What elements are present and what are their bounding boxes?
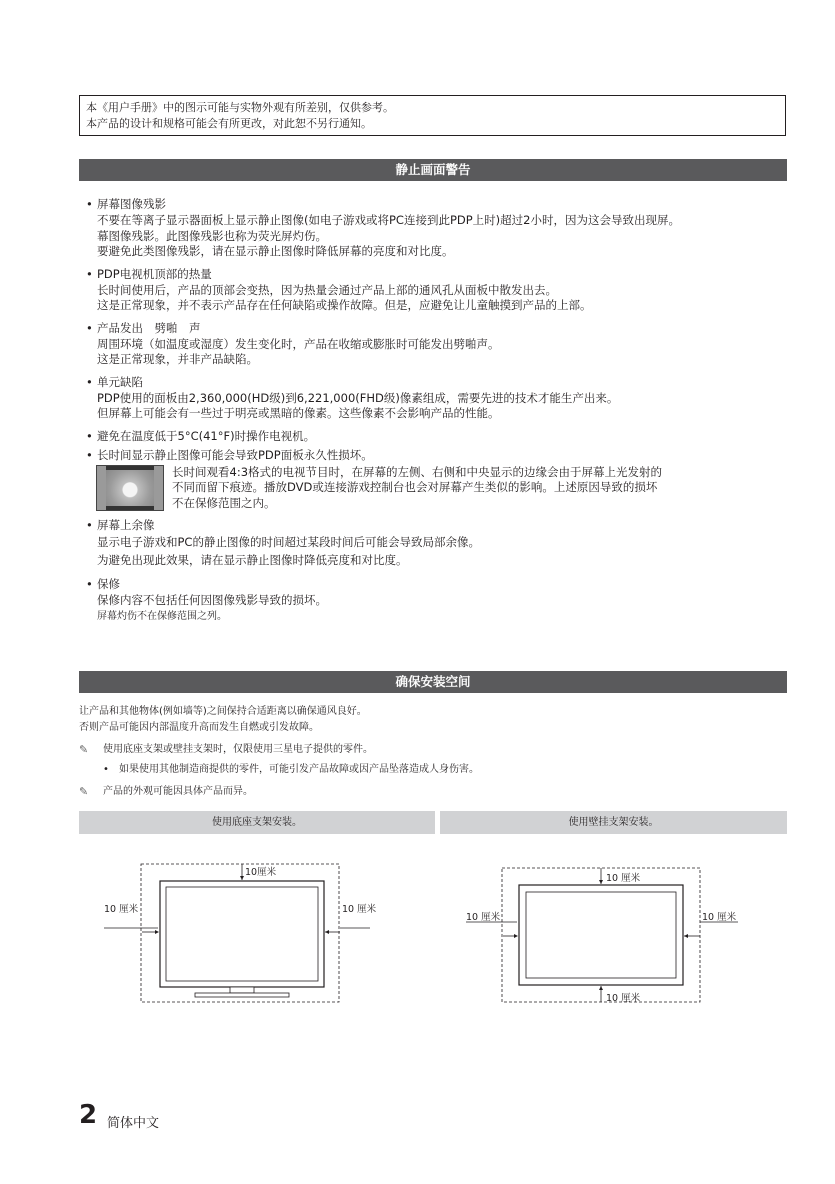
- notice-box: [79, 95, 786, 136]
- clearance-left-label: 10 厘米: [104, 904, 139, 915]
- note: [79, 742, 787, 758]
- list-item: [86, 428, 776, 445]
- still-image-warning-content: [86, 196, 776, 630]
- item-title: 屏幕上余像: [97, 518, 155, 532]
- item-title: PDP电视机顶部的热量: [97, 266, 212, 281]
- clearance-right-label: 10 厘米: [702, 912, 737, 923]
- clearance-bottom-label: 10 厘米: [606, 993, 641, 1004]
- item-line: 要避免此类图像残影，请在显示静止图像时降低屏幕的亮度和对比度。: [97, 244, 454, 258]
- sub-bullet: [79, 762, 787, 778]
- item-line: 这是正常现象，并非产品缺陷。: [97, 352, 258, 366]
- item-title: 产品发出 劈啪 声: [97, 320, 201, 335]
- bullet-dot-icon: •: [103, 764, 109, 775]
- sub-bullet-text: 如果使用其他制造商提供的零件，可能引发产品故障或因产品坠落造成人身伤害。: [119, 764, 479, 775]
- item-line: 为避免出现此效果，请在显示静止图像时降低亮度和对比度。: [97, 553, 408, 567]
- clearance-top-label: 10厘米: [245, 867, 277, 878]
- item-line: 幕图像残影。此图像残影也称为荧光屏灼伤。: [97, 228, 327, 243]
- list-item: [86, 517, 776, 570]
- pencil-note-icon: ✎: [79, 785, 89, 798]
- page-number: 2: [79, 1100, 98, 1130]
- item-line: 长时间使用后，产品的顶部会变热，因为热量会通过产品上部的通风孔从面板中散发出去。: [97, 282, 557, 297]
- section-title-installation-space: 确保安装空间: [79, 671, 787, 693]
- item-small-note: 屏幕灼伤不在保修范围之列。: [97, 610, 227, 622]
- clearance-right-label: 10 厘米: [342, 904, 377, 915]
- clearance-left-label: 10 厘米: [466, 912, 501, 923]
- list-item: [86, 320, 776, 368]
- list-item: [86, 576, 776, 624]
- note-text: 产品的外观可能因具体产品而异。: [103, 786, 253, 797]
- item-line: 不在保修范围之内。: [172, 495, 276, 510]
- item-line: 保修内容不包括任何因图像残影导致的损坏。: [97, 593, 327, 607]
- clearance-top-label: 10 厘米: [606, 873, 641, 884]
- item-title: 长时间显示静止图像可能会导致PDP面板永久性损坏。: [97, 447, 373, 462]
- list-item: [86, 374, 776, 422]
- note-text: 使用底座支架或壁挂支架时，仅限使用三星电子提供的零件。: [103, 744, 373, 755]
- list-item: [86, 196, 776, 260]
- item-title: 保修: [97, 577, 120, 591]
- item-line: PDP使用的面板由2,360,000(HD级)到6,221,000(FHD级)像素组成，需要先进的技术才能生产出来。: [97, 390, 619, 405]
- language-label: 简体中文: [107, 1116, 160, 1131]
- pane-title-stand: 使用底座支架安装。: [79, 811, 435, 834]
- installation-space-content: [79, 704, 787, 800]
- item-line: 显示电子游戏和PC的静止图像的时间超过某段时间后可能会导致局部余像。: [97, 535, 480, 549]
- pencil-note-icon: ✎: [79, 743, 89, 756]
- body-line: 让产品和其他物体(例如墙等)之间保持合适距离以确保通风良好。: [79, 706, 367, 717]
- item-title: 屏幕图像残影: [97, 197, 166, 211]
- item-line: 周围环境（如温度或湿度）发生变化时，产品在收缩或膨胀时可能发出劈啪声。: [97, 336, 500, 351]
- pane-title-wall-mount: 使用壁挂支架安装。: [440, 811, 787, 834]
- note: [79, 784, 787, 800]
- item-line: 不要在等离子显示器面板上显示静止图像(如电子游戏或将PC连接到此PDP上时)超过2小时，因为这会导致出现屏。: [97, 213, 680, 227]
- item-line: 这是正常现象，并不表示产品存在任何缺陷或操作故障。但是，应避免让儿童触摸到产品的上部。: [97, 298, 592, 312]
- item-title: 单元缺陷: [97, 374, 143, 389]
- list-item: [86, 447, 776, 512]
- list-item: [86, 266, 776, 314]
- section-title-still-image-warning: 静止画面警告: [79, 159, 787, 181]
- still-image-burn-thumbnail: [96, 465, 164, 511]
- item-title: 避免在温度低于5°C(41°F)时操作电视机。: [97, 428, 316, 443]
- item-line: 长时间观看4:3格式的电视节目时，在屏幕的左侧、右侧和中央显示的边缘会由于屏幕上光发射的: [172, 464, 663, 479]
- body-line: 否则产品可能因内部温度升高而发生自燃或引发故障。: [79, 722, 319, 733]
- wall-mount-installation-diagram: [462, 866, 742, 1006]
- stand-installation-diagram: [100, 856, 370, 1008]
- item-line: 但屏幕上可能会有一些过于明亮或黑暗的像素。这些像素不会影响产品的性能。: [97, 406, 500, 420]
- notice-line-2: 本产品的设计和规格可能会有所更改，对此恕不另行通知。: [86, 117, 372, 130]
- item-line: 不同而留下痕迹。播放DVD或连接游戏控制台也会对屏幕产生类似的影响。上述原因导致的损坏: [172, 480, 658, 494]
- notice-line-1: 本《用户手册》中的图示可能与实物外观有所差别，仅供参考。: [86, 101, 394, 114]
